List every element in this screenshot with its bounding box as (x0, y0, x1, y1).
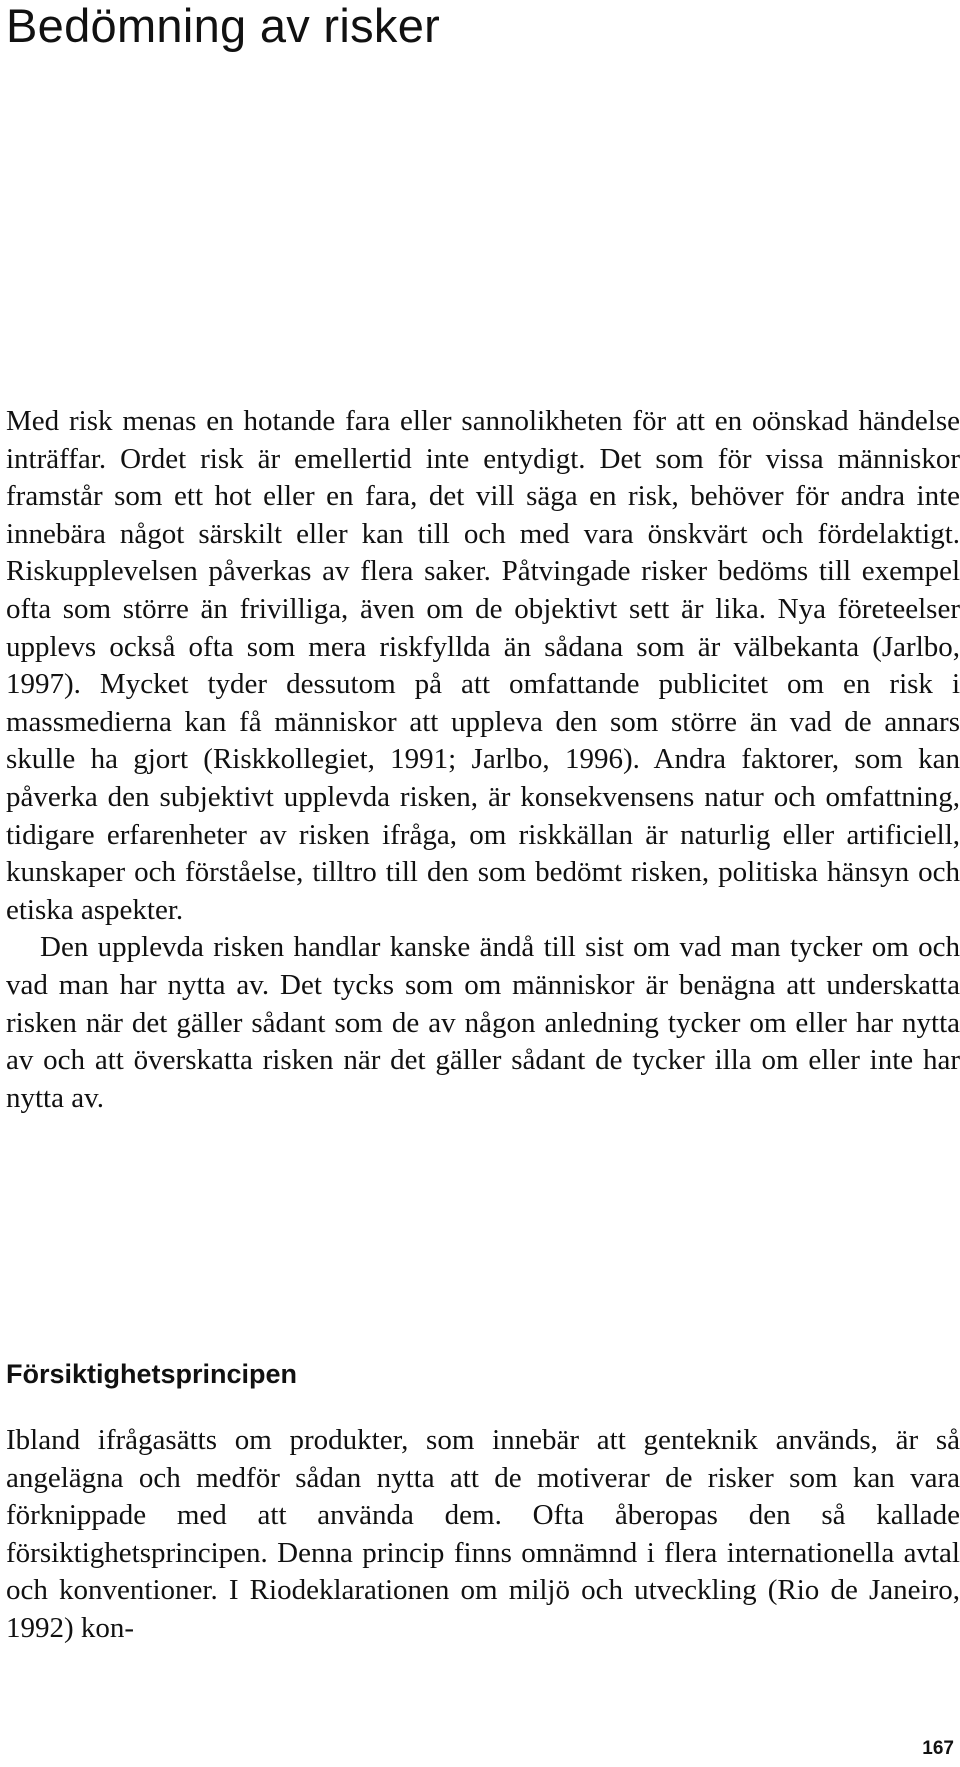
page-number: 167 (922, 1738, 954, 1759)
paragraph-perceived-risk: Den upplevda risken handlar kanske ändå till sist om vad man tycker om och vad man har nytta av. Det tycks som om människor är benägna att underskatta risken när det gäller sådant som de av någon anledning tycker om eller har nytta av och att överskatta risken när det gäller sådant de tycker illa om eller inte har nytta av. (6, 931, 960, 1114)
main-body-text (6, 403, 960, 1117)
paragraph-precautionary-principle: Ibland ifrågasätts om produkter, som innebär att genteknik används, är så angelägna och medför sådan nytta att de motiverar de risker som kan vara förknippade med att använda dem. Ofta åberopas den så kallade försiktighetsprincipen. Denna princip finns omnämnd i flera internationella avtal och konventioner. I Riodeklarationen om miljö och utveckling (Rio de Janeiro, 1992) kon- (6, 1424, 960, 1644)
section-body-text (6, 1422, 960, 1648)
paragraph-risk-definition: Med risk menas en hotande fara eller sannolikheten för att en oönskad händelse inträffar. Ordet risk är emellertid inte entydigt. Det som för vissa människor framstår som ett hot eller en fara, det vill säga en risk, behöver för andra inte innebära något särskilt eller kan till och med vara önskvärt och fördelaktigt. Riskupplevelsen påverkas av flera saker. Påtvingade risker bedöms till exempel ofta som större än frivilliga, även om de objektivt sett är lika. Nya företeelser upplevs också ofta som mera riskfyllda än sådana som är välbekanta (Jarlbo, 1997). Mycket tyder dessutom på att omfattande publicitet om en risk i massmedierna kan få människor att uppleva den som större än vad de annars skulle ha gjort (Riskkollegiet, 1991; Jarlbo, 1996). Andra faktorer, som kan påverka den subjektivt upplevda risken, är konsekvensens natur och omfattning, tidigare erfarenheter av risken ifråga, om riskkällan är naturlig eller artificiell, kunskaper och förståelse, tilltro till den som bedömt risken, politiska hänsyn och etiska aspekter. (6, 405, 960, 926)
section-heading: Försiktighetsprincipen (6, 1359, 298, 1389)
page-title: Bedömning av risker (6, 0, 441, 52)
